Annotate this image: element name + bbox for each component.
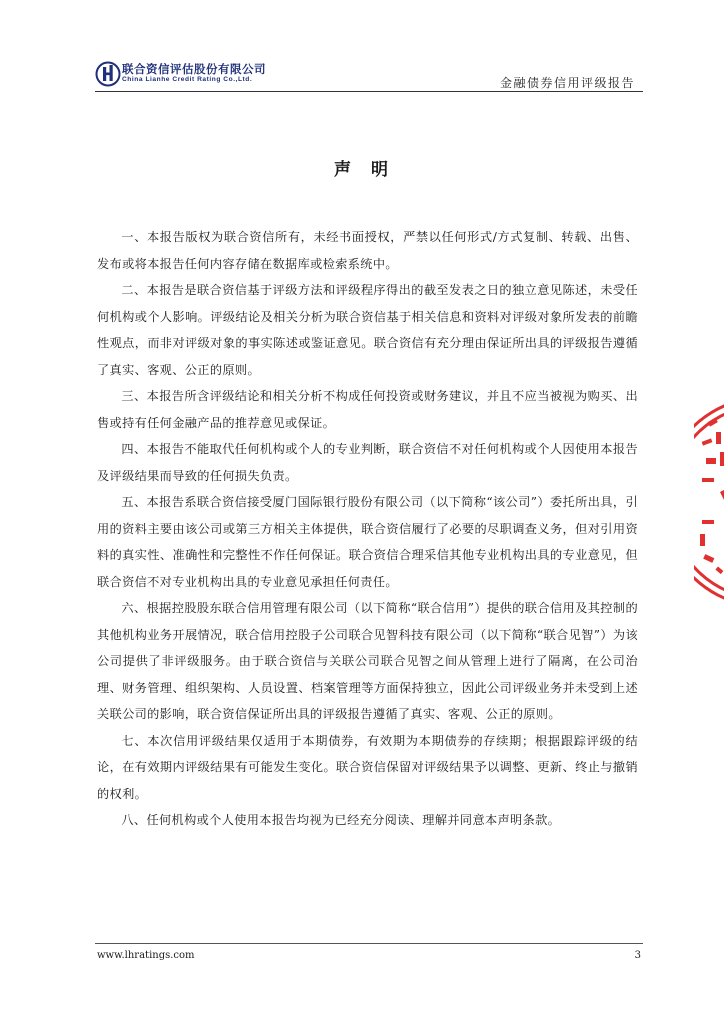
paragraph-5: 五、本报告系联合资信接受厦门国际银行股份有限公司（以下简称“该公司”）委托所出具，引用的资料主要由该公司或第三方相关主体提供，联合资信履行了必要的尽职调查义务，但对引用资料的真实性、准确性和完整性不作任何保证。联合资信合理采信其他专业机构出具的专业意见，但联合资信不对专业机构出具的专业意见承担任何责任。: [97, 495, 638, 589]
footer-url: www.lhratings.com: [97, 950, 195, 961]
company-name-cn: 联合资信评估股份有限公司: [122, 62, 266, 76]
red-seal-stamp-icon: [694, 392, 724, 612]
paragraph-7: 七、本次信用评级结果仅适用于本期债券，有效期为本期债券的存续期；根据跟踪评级的结论，在有效期内评级结果有可能发生变化。联合资信保留对评级结果予以调整、更新、终止与撤销的权利。: [97, 733, 638, 801]
paragraph-8: 八、任何机构或个人使用本报告均视为已经充分阅读、理解并同意本声明条款。: [121, 813, 561, 827]
footer-divider: [95, 943, 643, 944]
paragraph-1: 一、本报告版权为联合资信所有，未经书面授权，严禁以任何形式/方式复制、转载、出售、发布或将本报告任何内容存储在数据库或检索系统中。: [97, 230, 638, 271]
paragraph-6: 六、根据控股股东联合信用管理有限公司（以下简称“联合信用”）提供的联合信用及其控制的其他机构业务开展情况，联合信用控股子公司联合见智科技有限公司（以下简称“联合见智”）为该公司提供了非评级服务。由于联合资信与关联公司联合见智之间从管理上进行了隔离，在公司治理、财务管理、组织架构、人员设置、档案管理等方面保持独立，因此公司评级业务并未受到上述关联公司的影响，联合资信保证所出具的评级报告遵循了真实、客观、公正的原则。: [97, 601, 638, 721]
page-title: 声明: [334, 160, 408, 180]
paragraph-2: 二、本报告是联合资信基于评级方法和评级程序得出的截至发表之日的独立意见陈述，未受任何机构或个人影响。评级结论及相关分析为联合资信基于相关信息和资料对评级对象所发表的前瞻性观点，而非对评级对象的事实陈述或鉴证意见。联合资信有充分理由保证所出具的评级报告遵循了真实、客观、公正的原则。: [97, 283, 638, 377]
report-type: 金融债券信用评级报告: [499, 76, 635, 90]
header-divider: [95, 91, 643, 92]
lianhe-logo-icon: [95, 60, 123, 88]
page-header: [95, 60, 643, 92]
paragraph-3: 三、本报告所含评级结论和相关分析不构成任何投资或财务建议，并且不应当被视为购买、出售或持有任何金融产品的推荐意见或保证。: [97, 389, 638, 430]
company-name-en: China Lianhe Credit Rating Co.,Ltd.: [122, 76, 253, 83]
statement-body: [97, 224, 638, 834]
paragraph-4: 四、本报告不能取代任何机构或个人的专业判断，联合资信不对任何机构或个人因使用本报告及评级结果而导致的任何损失负责。: [97, 442, 638, 483]
page-number: 3: [634, 950, 641, 961]
